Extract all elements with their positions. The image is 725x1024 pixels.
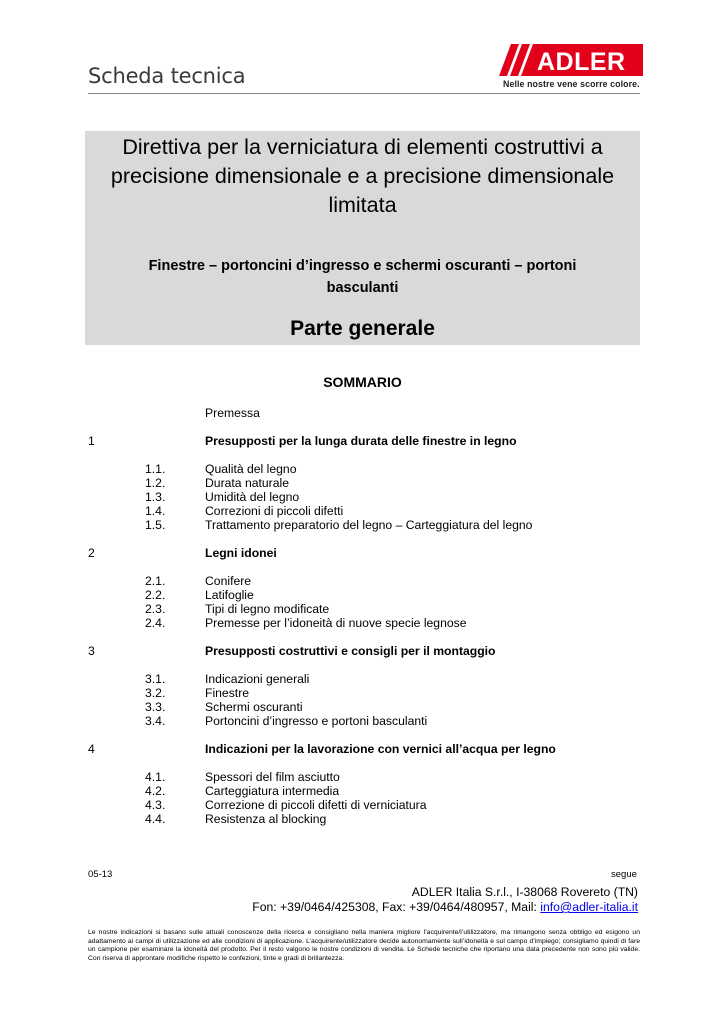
toc-item: Tipi di legno modificate: [205, 602, 330, 616]
toc-item: Portoncini d’ingresso e portoni basculanti: [205, 714, 428, 728]
toc-item: Resistenza al blocking: [205, 812, 327, 826]
toc-item-number: 1.4.: [145, 504, 166, 518]
toc-item-number: 4.1.: [145, 770, 166, 784]
toc-item-number: 4.3.: [145, 798, 166, 812]
email-link[interactable]: info@adler-italia.it: [540, 900, 638, 914]
toc-section-number: 4: [88, 742, 95, 756]
company-address: ADLER Italia S.r.l., I-38068 Rovereto (TN): [411, 885, 638, 899]
continued-label: segue: [611, 869, 637, 880]
subtitle-line: basculanti: [326, 280, 399, 296]
toc-item-number: 1.3.: [145, 490, 166, 504]
toc-section-title: Legni idonei: [205, 546, 277, 560]
toc-item: Premesse per l’idoneità di nuove specie legnose: [205, 616, 467, 630]
legal-disclaimer: Le nostre indicazioni si basano sulle attuali conoscenze della ricerca e consigliano nella maniera migliore l’acquirente/l’utilizzatore, ma rimangono senza obbligo ed esigono un adattamento ai campi di utilizzazione ed alle condizioni di applicazione. L’acquirente/utilizzatore decide autonomamente sull’idoneità e sul campo d’impiego; consigliamo quindi di fare un campione per esaminare la idoneità del prodotto. Per il resto valgono le nostre condizioni di vendita. Le Schede tecniche che riportano una data precedente non sono più valide. Con riserva di approntare modifiche rispetto le confezioni, tinte e gradi di brillantezza.: [88, 929, 640, 962]
toc-item-number: 1.1.: [145, 462, 166, 476]
toc-item: Carteggiatura intermedia: [205, 784, 340, 798]
toc-section-number: 1: [88, 434, 95, 448]
toc-item-number: 3.2.: [145, 686, 166, 700]
main-title-line: limitata: [328, 193, 397, 217]
toc-item: Spessori del film asciutto: [205, 770, 340, 784]
toc-intro: Premessa: [205, 406, 260, 420]
toc-item: Trattamento preparatorio del legno – Carteggiatura del legno: [205, 518, 533, 532]
toc-item-number: 2.2.: [145, 588, 166, 602]
toc-section-number: 3: [88, 644, 95, 658]
adler-logo-icon: [497, 42, 643, 78]
summary-heading: SOMMARIO: [323, 374, 402, 390]
adler-logo-wordmark: ADLER: [537, 48, 626, 76]
main-title-line: precisione dimensionale e a precisione dimensionale: [110, 164, 615, 188]
main-title-line: Direttiva per la verniciatura di elementi costruttivi a: [122, 135, 603, 159]
title-box: [85, 131, 640, 345]
toc-item-number: 2.1.: [145, 574, 166, 588]
toc-item-number: 3.1.: [145, 672, 166, 686]
toc-item-number: 1.5.: [145, 518, 166, 532]
part-title: Parte generale: [290, 317, 435, 340]
toc-item: Schermi oscuranti: [205, 700, 303, 714]
toc-item-number: 4.4.: [145, 812, 166, 826]
toc-section-number: 2: [88, 546, 95, 560]
company-contact: [252, 900, 638, 915]
toc-section-title: Presupposti costruttivi e consigli per il montaggio: [205, 644, 496, 658]
document-type-title: Scheda tecnica: [88, 64, 246, 88]
subtitle-line: Finestre – portoncini d’ingresso e schermi oscuranti – portoni: [148, 258, 577, 274]
toc-item: Finestre: [205, 686, 250, 700]
toc-item-number: 3.4.: [145, 714, 166, 728]
company-info: [252, 885, 638, 915]
toc-item-number: 3.3.: [145, 700, 166, 714]
document-code: 05-13: [88, 869, 113, 880]
main-title: [85, 133, 640, 220]
toc-item: Latifoglie: [205, 588, 254, 602]
toc-item: Umidità del legno: [205, 490, 300, 504]
subtitle: [85, 255, 640, 299]
toc-item: Conifere: [205, 574, 252, 588]
header-divider: [88, 93, 640, 94]
toc-item: Durata naturale: [205, 476, 290, 490]
toc-item: Correzione di piccoli difetti di verniciatura: [205, 798, 427, 812]
contact-numbers: Fon: +39/0464/425308, Fax: +39/0464/480957, Mail:: [252, 900, 541, 914]
toc-section-title: Indicazioni per la lavorazione con vernici all’acqua per legno: [205, 742, 556, 756]
toc-item: Indicazioni generali: [205, 672, 310, 686]
brand-slogan: Nelle nostre vene scorre colore.: [503, 79, 640, 89]
toc-item-number: 1.2.: [145, 476, 166, 490]
toc-item: Correzioni di piccoli difetti: [205, 504, 344, 518]
toc-item-number: 2.4.: [145, 616, 166, 630]
toc-item-number: 2.3.: [145, 602, 166, 616]
toc-item-number: 4.2.: [145, 784, 166, 798]
toc-section-title: Presupposti per la lunga durata delle finestre in legno: [205, 434, 517, 448]
toc-item: Qualità del legno: [205, 462, 297, 476]
